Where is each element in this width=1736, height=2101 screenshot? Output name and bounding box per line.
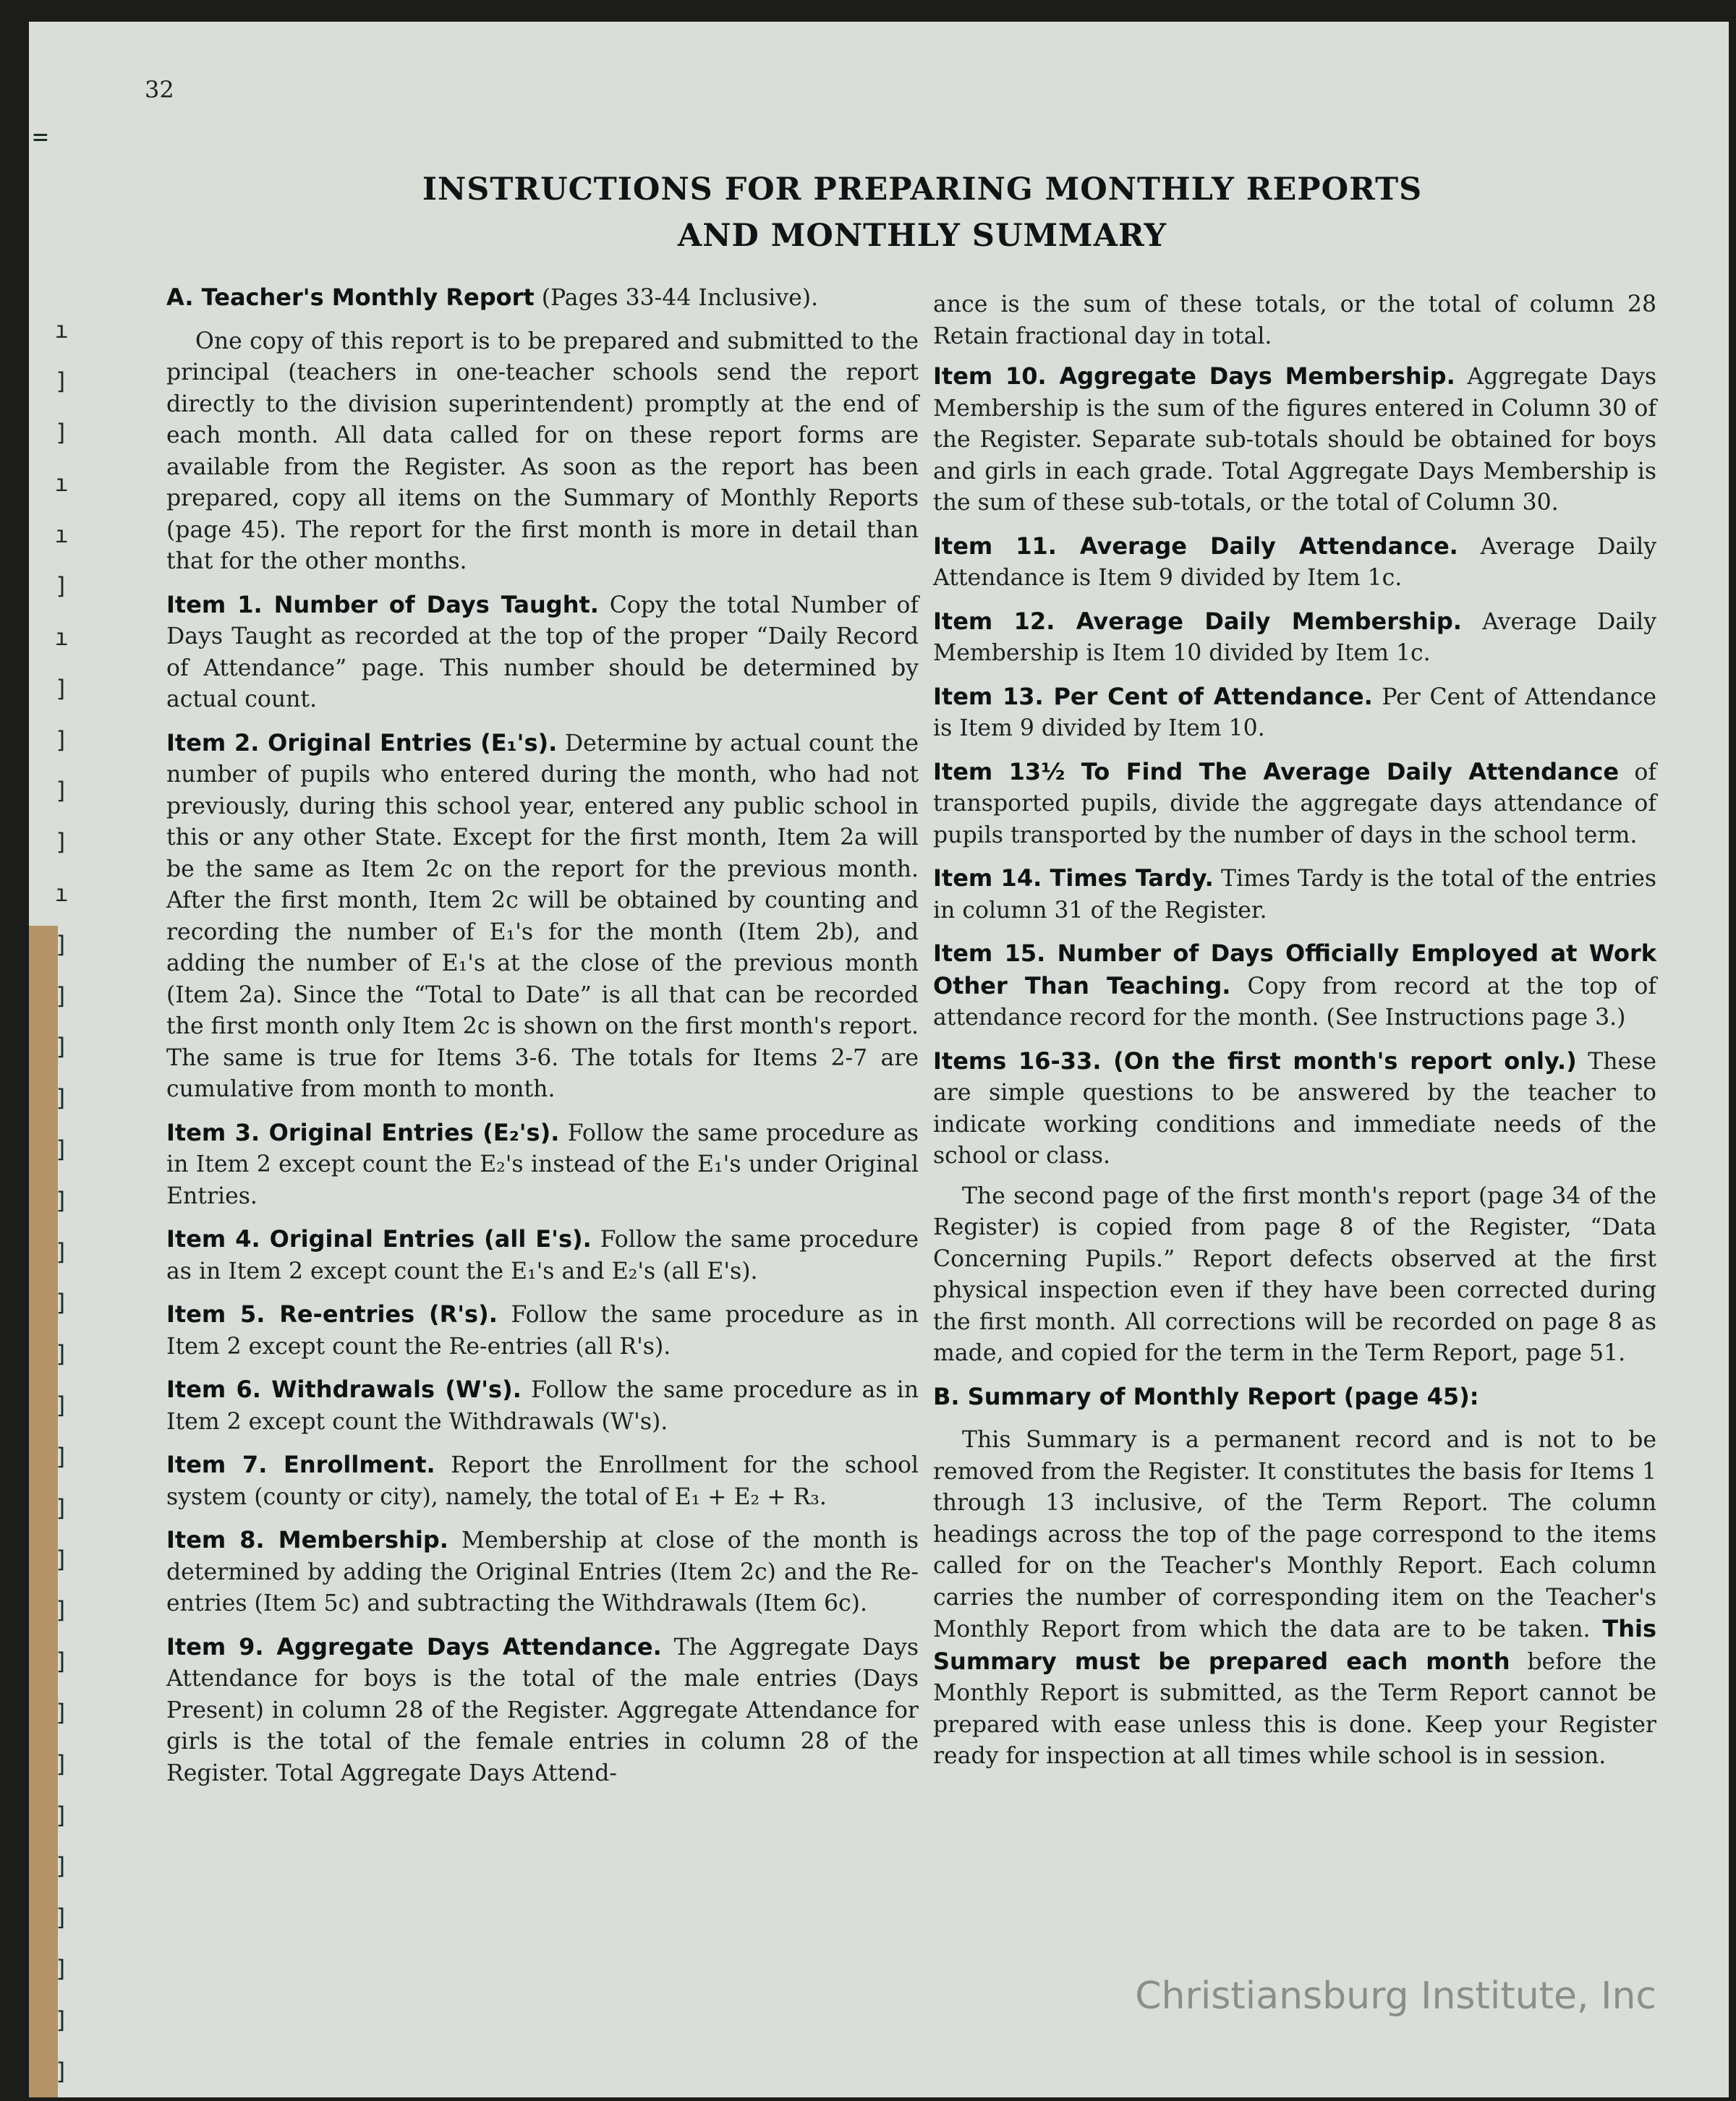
right-column	[933, 289, 1656, 1784]
page-number: 32	[145, 76, 174, 103]
margin-tab-25: ]	[54, 1596, 69, 1624]
margin-tab-31: ]	[54, 1904, 69, 1932]
item-4: Item 4. Original Entries (all E's). Follow the same procedure as in Item 2 except count the E₁'s and E₂'s (all E's).	[166, 1225, 919, 1284]
item-11: Item 11. Average Daily Attendance. Average Daily Attendance is Item 9 divided by Item 1c.	[933, 532, 1657, 591]
margin-tab-22: ]	[54, 1442, 69, 1470]
margin-tab-3: ı	[54, 469, 69, 498]
item-15: Item 15. Number of Days Officially Employed at Work Other Than Teaching. Copy from record at the top of attendance record for the month. (See Instructions page 3.)	[933, 939, 1657, 1031]
section-a-body: One copy of this report is to be prepared and submitted to the principal (teachers in one-teacher schools send the report directly to the division superintendent) promptly at the end of each month. All data called for on these report forms are available from the Register. As soon as the report has been prepared, copy all items on the Summary of Monthly Reports (page 45). The report for the first month is more in detail than that for the other months.	[166, 328, 919, 574]
margin-tab-8: ]	[54, 725, 69, 754]
margin-tab-7: ]	[54, 674, 69, 702]
watermark: Christiansburg Institute, Inc	[1135, 1974, 1656, 2018]
margin-tab-5: ]	[54, 572, 69, 600]
margin-tab-17: ]	[54, 1186, 69, 1214]
margin-tab-21: ]	[54, 1392, 69, 1420]
item-10: Item 10. Aggregate Days Membership. Aggregate Days Membership is the sum of the figures entered in Column 30 of the Register. Separate sub-totals should be obtained for boys and girls in each grade. Total Aggregate Days Membership is the sum of these sub-totals, or the total of Column 30.	[933, 362, 1657, 516]
page-title	[217, 166, 1628, 259]
left-column	[166, 282, 919, 1801]
margin-tab-23: ]	[54, 1493, 69, 1522]
margin-tab-11: ı	[54, 879, 69, 907]
margin-tab-16: ]	[54, 1135, 69, 1163]
margin-tab-28: ]	[54, 1750, 69, 1778]
margin-tab-2: ]	[54, 418, 69, 446]
margin-tab-30: ]	[54, 1852, 69, 1880]
item-7: Item 7. Enrollment. Report the Enrollment for the school system (county or city), namely, the total of E₁ + E₂ + R₃.	[166, 1451, 919, 1510]
items-16-33: Items 16-33. (On the first month's report only.) These are simple questions to be answered by the teacher to indicate working conditions and immediate needs of the school or class.	[933, 1047, 1657, 1169]
margin-tab-18: ]	[54, 1237, 69, 1266]
item-13-half: Item 13½ To Find The Average Daily Attendance of transported pupils, divide the aggregate days attendance of pupils transported by the number of days in the school term.	[933, 757, 1657, 848]
margin-tab-4: ı	[54, 521, 69, 549]
margin-tab-26: ]	[54, 1648, 69, 1676]
title-line-1: INSTRUCTIONS FOR PREPARING MONTHLY REPORTS	[422, 171, 1423, 208]
item-5: Item 5. Re-entries (R's). Follow the same procedure as in Item 2 except count the Re-entries (all R's).	[166, 1300, 919, 1360]
item-9-continued: ance is the sum of these totals, or the total of column 28 Retain fractional day in total.	[933, 291, 1656, 349]
title-line-2: AND MONTHLY SUMMARY	[677, 218, 1167, 254]
margin-tab-33: ]	[54, 2006, 69, 2034]
item-9: Item 9. Aggregate Days Attendance. The Aggregate Days Attendance for boys is the total of the male entries (Days Present) in column 28 of the Register. Aggregate Attendance for girls is the total of the female entries in column 28 of the Register. Total Aggregate Days Attend-	[166, 1632, 919, 1786]
item-8: Item 8. Membership. Membership at close of the month is determined by adding the Original Entries (Item 2c) and the Re-entries (Item 5c) and subtracting the Withdrawals (Item 6c).	[166, 1526, 919, 1616]
item-6: Item 6. Withdrawals (W's). Follow the same procedure as in Item 2 except count the Withdrawals (W's).	[166, 1376, 919, 1435]
section-a-heading: A. Teacher's Monthly Report (Pages 33-44 Inclusive).	[166, 284, 819, 311]
margin-tab-24: ]	[54, 1545, 69, 1573]
margin-tab-12: ]	[54, 930, 69, 958]
margin-tab-6: ı	[54, 623, 69, 651]
item-2: Item 2. Original Entries (E₁'s). Determine by actual count the number of pupils who entered during the month, who had not previously, during this school year, entered any public school in this or any other State. Except for the first month, Item 2a will be the same as Item 2c on the report for the previous month. After the first month, Item 2c will be obtained by counting and recording the number of E₁'s for the month (Item 2b), and adding the number of E₁'s at the close of the previous month (Item 2a). Since the “Total to Date” is all that can be recorded the first month only Item 2c is shown on the first month's report. The same is true for Items 3-6. The totals for Items 2-7 are cumulative from month to month.	[166, 728, 919, 1102]
item-3: Item 3. Original Entries (E₂'s). Follow the same procedure as in Item 2 except count the E₂'s instead of the E₁'s under Original Entries.	[166, 1118, 919, 1209]
margin-tab-34: ]	[54, 2057, 69, 2085]
margin-tab-32: ]	[54, 1955, 69, 1982]
margin-tab-20: ]	[54, 1340, 69, 1368]
item-13: Item 13. Per Cent of Attendance. Per Cent of Attendance is Item 9 divided by Item 10.	[933, 682, 1656, 741]
margin-mark: =	[33, 122, 48, 152]
margin-tab-0: ı	[54, 316, 69, 344]
margin-index-tabs	[29, 318, 94, 2083]
margin-tab-13: ]	[54, 981, 69, 1010]
section-b-body: This Summary is a permanent record and is not to be removed from the Register. It constitutes the basis for Items 1 through 13 inclusive, of the Term Report. The column headings across the top of the page correspond to the items called for on the Teacher's Monthly Report. Each column carries the number of corresponding item on the Teacher's Monthly Report from which the data are to be taken. This Summary must be prepared each month before the Monthly Report is submitted, as the Term Report cannot be prepared with ease unless this is done. Keep your Register ready for inspection at all times while school is in session.	[933, 1427, 1657, 1769]
item-12: Item 12. Average Daily Membership. Average Daily Membership is Item 10 divided by Item 1c.	[933, 607, 1657, 666]
items-16-33-second-page: The second page of the first month's report (page 34 of the Register) is copied from page 8 of the Register, “Data Concerning Pupils.” Report defects observed at the first physical inspection even if they have been corrected during the first month. All corrections will be recorded on page 8 as made, and copied for the term in the Term Report, page 51.	[933, 1182, 1656, 1366]
margin-tab-15: ]	[54, 1084, 69, 1112]
item-1: Item 1. Number of Days Taught. Copy the total Number of Days Taught as recorded at the top of the proper “Daily Record of Attendance” page. This number should be determined by actual count.	[166, 590, 919, 712]
margin-tab-27: ]	[54, 1698, 69, 1726]
margin-tab-19: ]	[54, 1289, 69, 1317]
margin-tab-10: ]	[54, 828, 69, 856]
margin-tab-1: ]	[54, 367, 69, 395]
margin-tab-29: ]	[54, 1801, 69, 1829]
section-b-heading: B. Summary of Monthly Report (page 45):	[933, 1382, 1479, 1410]
item-14: Item 14. Times Tardy. Times Tardy is the total of the entries in column 31 of the Register.	[933, 864, 1657, 924]
margin-tab-14: ]	[54, 1033, 69, 1061]
margin-tab-9: ]	[54, 777, 69, 805]
